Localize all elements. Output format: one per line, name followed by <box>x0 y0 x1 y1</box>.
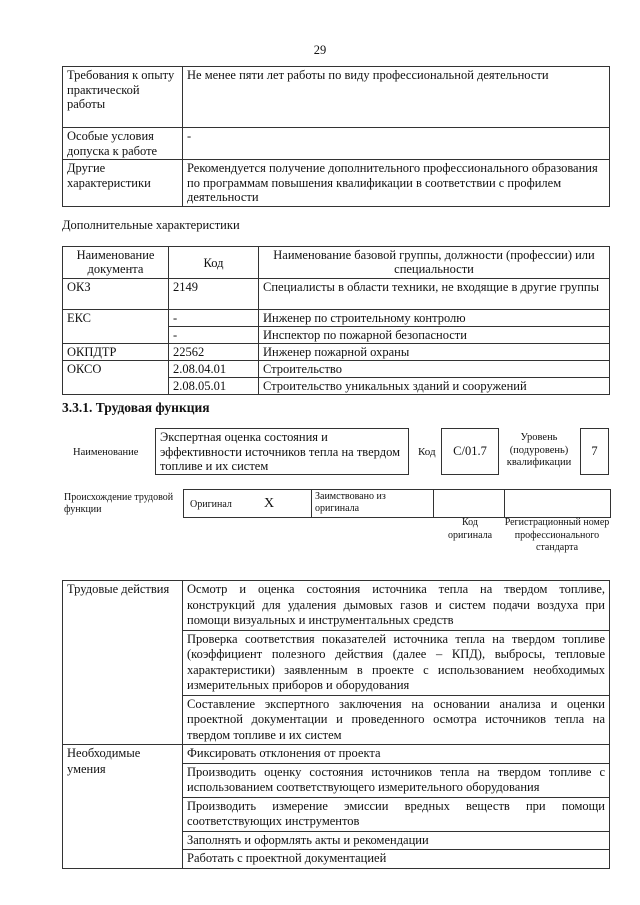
additional-heading: Дополнительные характеристики <box>62 218 240 232</box>
function-level-label: Уровень (подуровень) квалификации <box>506 432 572 468</box>
table-row <box>63 581 610 631</box>
name-cell: Инспектор по пожарной безопасности <box>259 327 610 344</box>
table-row <box>63 361 610 378</box>
table-row <box>63 745 610 764</box>
table-row <box>63 67 610 128</box>
action-item: Осмотр и оценка состояния источника тепла на твердом топливе, конструкций для удаления дымовых газов и систем подачи воздуха при помощи визуальных и инструментальных средств <box>183 581 610 631</box>
divider <box>433 490 434 517</box>
name-cell: Инженер по строительному контролю <box>259 310 610 327</box>
table-row <box>63 128 610 160</box>
doc-cell: ОКПДТР <box>63 344 169 361</box>
table-row <box>63 279 610 310</box>
code-cell: 2.08.04.01 <box>169 361 259 378</box>
skill-item: Заполнять и оформлять акты и рекомендации <box>183 831 610 850</box>
function-name-box <box>155 428 409 475</box>
doc-cell: ОКЗ <box>63 279 169 310</box>
function-code-value: C/01.7 <box>453 444 487 458</box>
function-code-box <box>441 428 499 475</box>
actions-label: Трудовые действия <box>63 581 183 745</box>
reg-caption: Регистрационный номер профессионального стандарта <box>504 517 610 553</box>
skills-label: Необходимые умения <box>63 745 183 869</box>
function-level-box <box>580 428 609 475</box>
name-cell: Строительство <box>259 361 610 378</box>
table-row <box>63 344 610 361</box>
table-header-row <box>63 247 610 279</box>
name-cell: Специалисты в области техники, не входящие в другие группы <box>259 279 610 310</box>
origin-boxes <box>183 489 611 518</box>
doc-cell: ОКСО <box>63 361 169 395</box>
requirements-label: Другие характеристики <box>63 160 183 207</box>
header-code: Код <box>169 247 259 279</box>
name-cell: Инженер пожарной охраны <box>259 344 610 361</box>
skill-item: Фиксировать отклонения от проекта <box>183 745 610 764</box>
function-name-label: Наименование <box>73 447 139 458</box>
code-cell: 2.08.05.01 <box>169 378 259 395</box>
borrowed-label: Заимствовано из оригинала <box>315 491 386 514</box>
function-name-value: Экспертная оценка состояния и эффективности источников тепла на твердом топливе и их систем <box>160 430 401 473</box>
action-item: Проверка соответствия показателей источника тепла на твердом топливе (коэффициент полезного действия (далее – КПД), выбросы, тепловые характеристики) заявленным в проекте с использованием необходимых измерительных приборов и оборудования <box>183 630 610 695</box>
skill-item: Работать с проектной документацией <box>183 850 610 869</box>
requirements-value: Рекомендуется получение дополнительного профессионального образования по программам повышения квалификации в соответствии с профилем деятельности <box>183 160 610 207</box>
divider <box>504 490 505 517</box>
actions-table <box>62 580 610 869</box>
requirements-value: Не менее пяти лет работы по виду профессиональной деятельности <box>183 67 610 128</box>
action-item: Составление экспертного заключения на основании анализа и оценки проектной документации и проведенного осмотра источников тепла на твердом топливе и их систем <box>183 695 610 745</box>
code-cell: 2149 <box>169 279 259 310</box>
additional-table <box>62 246 610 395</box>
code-cell: 22562 <box>169 344 259 361</box>
skill-item: Производить измерение эмиссии вредных веществ при помощи соответствующих инструментов <box>183 797 610 831</box>
code-cell: - <box>169 327 259 344</box>
skill-item: Производить оценку состояния источников тепла на твердом топливе с использованием соответствующего измерительного оборудования <box>183 763 610 797</box>
doc-cell: ЕКС <box>63 310 169 344</box>
table-row <box>63 310 610 327</box>
page-number: 29 <box>313 43 327 57</box>
function-level-value: 7 <box>591 444 598 458</box>
function-code-label: Код <box>418 446 436 458</box>
section-title: 3.3.1. Трудовая функция <box>62 400 210 415</box>
origin-label: Происхождение трудовой функции <box>64 492 174 515</box>
name-cell: Строительство уникальных зданий и сооружений <box>259 378 610 395</box>
table-row <box>63 160 610 207</box>
requirements-label: Требования к опыту практической работы <box>63 67 183 128</box>
requirements-table <box>62 66 610 207</box>
code-cell: - <box>169 310 259 327</box>
code-caption: Код оригинала <box>447 517 493 541</box>
header-name: Наименование базовой группы, должности (профессии) или специальности <box>259 247 610 279</box>
header-document: Наименование документа <box>63 247 169 279</box>
requirements-value: - <box>183 128 610 160</box>
original-label: Оригинал <box>190 499 232 510</box>
requirements-label: Особые условия допуска к работе <box>63 128 183 160</box>
divider <box>311 490 312 517</box>
original-mark: X <box>264 496 275 511</box>
